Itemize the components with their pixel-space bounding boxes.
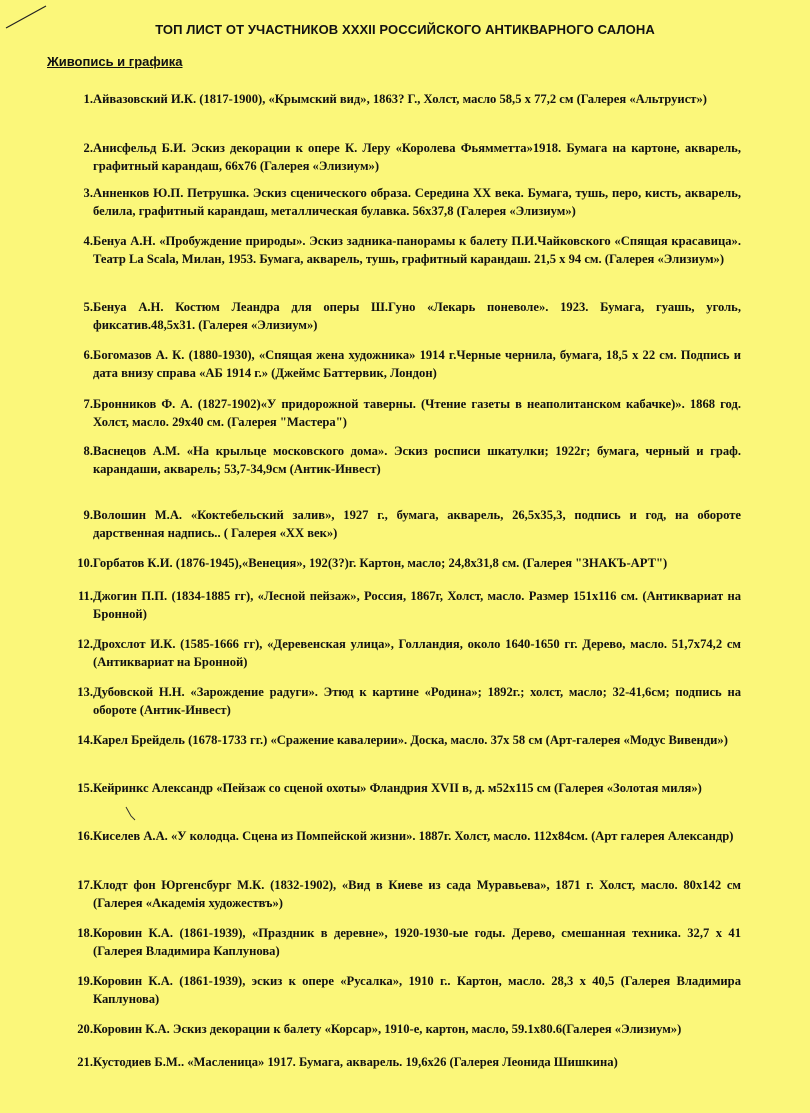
- item-text: Коровин К.А. Эскиз декорации к балету «Корсар», 1910-е, картон, масло, 59.1х80.6(Галерея «Элизиум»): [93, 1022, 682, 1036]
- list-item: [63, 827, 741, 845]
- item-number: 5.: [83, 300, 93, 314]
- item-text: Бенуа А.Н. «Пробуждение природы». Эскиз задника-панорамы к балету П.И.Чайковского «Спящая красавица». Театр La Scala, Милан, 1953. Бумага, акварель, тушь, графитный карандаш. 21,5 х 94 см. (Галерея «Элизиум»): [93, 234, 741, 266]
- item-number: 13.: [77, 685, 93, 699]
- list-item: [63, 139, 741, 175]
- item-text: Дубовской Н.Н. «Зарождение радуги». Этюд к картине «Родина»; 1892г.; холст, масло; 32-41,6см; подпись на обороте (Антик-Инвест): [93, 685, 741, 717]
- list-item: [63, 1020, 741, 1038]
- item-text: Дрохслот И.К. (1585-1666 гг), «Деревенская улица», Голландия, около 1640-1650 гг. Дерево, масло. 51,7х74,2 см (Антиквариат на Бронной): [93, 637, 741, 669]
- item-text: Горбатов К.И. (1876-1945),«Венеция», 192(3?)г. Картон, масло; 24,8х31,8 см. (Галерея "ЗНАКЪ-АРТ"): [93, 556, 668, 570]
- item-text: Анисфельд Б.И. Эскиз декорации к опере К. Леру «Королева Фьямметта»1918. Бумага на картоне, акварель, графитный карандаш, 66х76 (Галерея «Элизиум»): [93, 141, 741, 173]
- item-text: Волошин М.А. «Коктебельский залив», 1927 г., бумага, акварель, 26,5х35,3, подпись и год, на обороте дарственная надпись.. ( Галерея «ХХ век»): [93, 508, 741, 540]
- item-number: 10.: [77, 556, 93, 570]
- item-number: 4.: [83, 234, 93, 248]
- item-number: 16.: [77, 829, 93, 843]
- pen-tick-mark-icon: [124, 806, 138, 822]
- item-number: 21.: [77, 1055, 93, 1069]
- item-text: Бенуа А.Н. Костюм Леандра для оперы Ш.Гуно «Лекарь поневоле». 1923. Бумага, гуашь, уголь, фиксатив.48,5х31. (Галерея «Элизиум»): [93, 300, 741, 332]
- list-item: [63, 876, 741, 912]
- item-text: Клодт фон Юргенсбург М.К. (1832-1902), «Вид в Киеве из сада Муравьева», 1871 г. Холст, масло. 80х142 см (Галерея «Академія художествъ»): [93, 878, 741, 910]
- item-number: 7.: [83, 397, 93, 411]
- item-number: 1.: [83, 92, 93, 106]
- item-text: Васнецов А.М. «На крыльце московского дома». Эскиз росписи шкатулки; 1922г; бумага, черный и граф. карандаши, акварель; 53,7-34,9см (Антик-Инвест): [93, 444, 741, 476]
- list-item: [63, 506, 741, 542]
- item-text: Коровин К.А. (1861-1939), эскиз к опере «Русалка», 1910 г.. Картон, масло. 28,3 х 40,5 (Галерея Владимира Каплунова): [93, 974, 741, 1006]
- list-item: [63, 346, 741, 382]
- item-number: 12.: [77, 637, 93, 651]
- list-item: [63, 731, 741, 749]
- list-item: [63, 395, 741, 431]
- item-text: Кейринкс Александр «Пейзаж со сценой охоты» Фландрия XVII в, д. м52х115 см (Галерея «Золотая миля»): [93, 781, 702, 795]
- list-item: [63, 972, 741, 1008]
- list-item: [63, 587, 741, 623]
- item-text: Богомазов А. К. (1880-1930), «Спящая жена художника» 1914 г.Черные чернила, бумага, 18,5 х 22 см. Подпись и дата внизу справа «АБ 1914 г.» (Джеймс Баттервик, Лондон): [93, 348, 741, 380]
- list-item: [63, 683, 741, 719]
- item-number: 17.: [77, 878, 93, 892]
- list-item: [63, 924, 741, 960]
- item-number: 11.: [77, 589, 93, 603]
- list-item: [63, 1053, 741, 1071]
- item-number: 9.: [83, 508, 93, 522]
- item-text: Карел Брейдель (1678-1733 гг.) «Сражение кавалерии». Доска, масло. 37х 58 см (Арт-галерея «Модус Вивенди»): [93, 733, 728, 747]
- item-number: 8.: [83, 444, 93, 458]
- item-number: 2.: [83, 141, 93, 155]
- item-text: Бронников Ф. А. (1827-1902)«У придорожной таверны. (Чтение газеты в неаполитанском кабачке)». 1868 год. Холст, масло. 29х40 см. (Галерея "Мастера"): [93, 397, 741, 429]
- item-number: 6.: [83, 348, 93, 362]
- list-item: [63, 90, 741, 108]
- list-item: [63, 554, 741, 572]
- item-text: Джогин П.П. (1834-1885 гг), «Лесной пейзаж», Россия, 1867г, Холст, масло. Размер 151х116 см. (Антиквариат на Бронной): [93, 589, 741, 621]
- item-number: 14.: [77, 733, 93, 747]
- list-item: [63, 184, 741, 220]
- item-number: 20.: [77, 1022, 93, 1036]
- list-item: [63, 442, 741, 478]
- item-number: 15.: [77, 781, 93, 795]
- item-number: 3.: [83, 186, 93, 200]
- item-text: Айвазовский И.К. (1817-1900), «Крымский вид», 1863? Г., Холст, масло 58,5 х 77,2 см (Галерея «Альтруист»): [93, 92, 707, 106]
- item-text: Анненков Ю.П. Петрушка. Эскиз сценического образа. Середина ХХ века. Бумага, тушь, перо, кисть, акварель, белила, графитный карандаш, металлическая булавка. 56х37,8 (Галерея «Элизиум»): [93, 186, 741, 218]
- item-text: Кустодиев Б.М.. «Масленица» 1917. Бумага, акварель. 19,6х26 (Галерея Леонида Шишкина): [93, 1055, 618, 1069]
- list-item: [63, 779, 741, 797]
- page-title: ТОП ЛИСТ ОТ УЧАСТНИКОВ XXXII РОССИЙСКОГО АНТИКВАРНОГО САЛОНА: [155, 22, 655, 37]
- list-item: [63, 298, 741, 334]
- list-item: [63, 232, 741, 268]
- item-number: 19.: [77, 974, 93, 988]
- item-text: Коровин К.А. (1861-1939), «Праздник в деревне», 1920-1930-ые годы. Дерево, смешанная техника. 32,7 х 41 (Галерея Владимира Каплунова): [93, 926, 741, 958]
- list-item: [63, 635, 741, 671]
- item-number: 18.: [77, 926, 93, 940]
- item-text: Киселев А.А. «У колодца. Сцена из Помпейской жизни». 1887г. Холст, масло. 112х84см. (Арт галерея Александр): [93, 829, 734, 843]
- section-heading: Живопись и графика: [47, 54, 183, 69]
